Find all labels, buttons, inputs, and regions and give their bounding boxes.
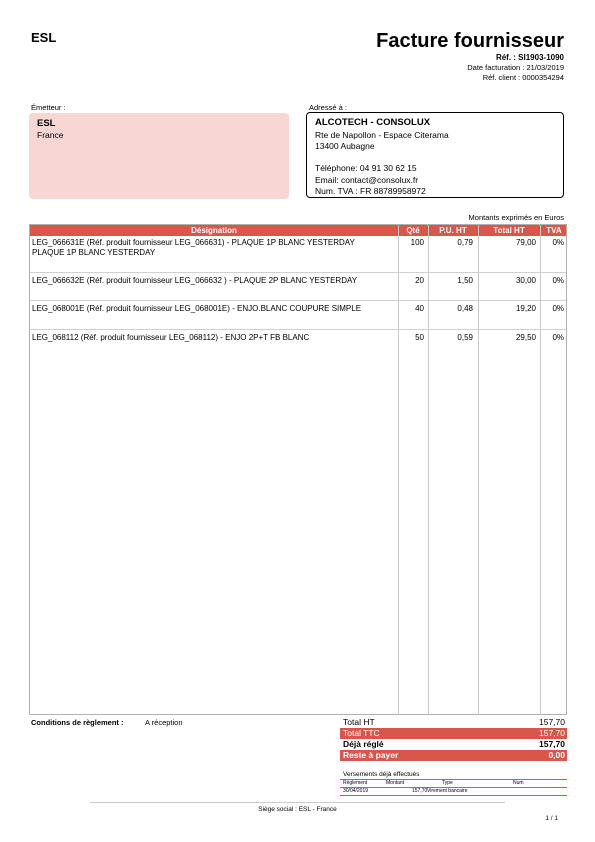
row-total-ht: 30,00 [515,276,536,285]
amounts-currency-note: Montants exprimés en Euros [468,213,564,222]
header-unit-price: P.U. HT [439,226,467,235]
payment-conditions-value: A réception [145,718,183,727]
total-ht-label: Total HT [343,717,375,727]
payment-conditions-label: Conditions de règlement : [31,718,124,727]
sender-name: ESL [37,118,56,129]
row-separator [30,329,566,330]
footer-registered-office: Siège social : ESL - France [258,806,337,813]
payment-date: 30/04/2019 [343,788,369,794]
recipient-email: Email: contact@consolux.fr [315,175,419,185]
row-total-ht: 19,20 [515,304,536,313]
row-unit-price: 0,48 [457,304,473,313]
recipient-name: ALCOTECH - CONSOLUX [315,117,431,128]
recipient-phone: Téléphone: 04 91 30 62 15 [315,163,417,173]
payments-header-num: Num [513,780,524,786]
payments-header-type: Type [442,780,453,786]
header-vat: TVA [546,226,562,235]
column-divider [428,225,429,714]
items-table [29,224,567,715]
total-ttc-row [340,728,567,739]
payments-header-amount: Montant [386,780,405,786]
sender-label: Émetteur : [31,103,66,112]
already-paid-row [340,739,567,750]
row-separator [30,300,566,301]
already-paid-value: 157,70 [539,739,565,749]
header-designation: Désignation [191,226,237,235]
recipient-address-line2: 13400 Aubagne [315,141,375,151]
row-vat: 0% [552,333,564,342]
row-qty: 100 [410,238,424,247]
row-qty: 40 [415,304,424,313]
total-ttc-value: 157,70 [539,728,565,738]
row-vat: 0% [552,304,564,313]
totals-block [340,717,567,761]
row-vat: 0% [552,276,564,285]
invoice-date: Date facturation : 21/03/2019 [467,63,564,72]
row-separator [30,272,566,273]
row-designation: LEG_066632E (Réf. produit fournisseur LEG_066632 ) - PLAQUE 2P BLANC YESTERDAY [32,276,358,285]
sender-box [29,113,289,199]
row-designation: LEG_068001E (Réf. produit fournisseur LEG_068001E) - ENJO.BLANC COUPURE SIMPLE [32,304,362,313]
column-divider [540,225,541,714]
payment-type: Virement bancaire [427,788,468,794]
remaining-due-row [340,750,567,761]
row-unit-price: 0,79 [457,238,473,247]
row-qty: 20 [415,276,424,285]
column-divider [398,225,399,714]
recipient-address-line1: Rte de Napollon - Espace Citerama [315,130,449,140]
total-ht-row [340,717,567,728]
document-reference-block [467,53,564,83]
total-ht-value: 157,70 [539,717,565,727]
payments-divider [340,779,567,780]
document-title: Facture fournisseur [376,30,564,52]
payments-header-date: Règlement [343,780,368,786]
footer-divider [90,802,505,803]
invoice-reference: Réf. : SI1903-1090 [495,53,564,62]
header-total-ht: Total HT [493,226,525,235]
payment-amount: 157,70 [412,788,428,794]
company-short-name: ESL [31,30,57,45]
sender-country: France [37,130,64,140]
total-ttc-label: Total TTC [343,728,380,738]
row-total-ht: 79,00 [515,238,536,247]
header-qty: Qté [406,226,420,235]
row-unit-price: 0,59 [457,333,473,342]
remaining-due-value: 0,00 [548,750,565,760]
row-qty: 50 [415,333,424,342]
row-designation-text: LEG_066631E (Réf. produit fournisseur LEG_066631) - PLAQUE 1P BLANC YESTERDAY [32,238,355,247]
row-designation-detail: PLAQUE 1P BLANC YESTERDAY [32,248,156,257]
already-paid-label: Déjà réglé [343,739,384,749]
recipient-box [306,112,564,198]
recipient-label: Adressé à : [309,103,347,112]
row-vat: 0% [552,238,564,247]
row-designation: LEG_068112 (Réf. produit fournisseur LEG_068112) - ENJO 2P+T FB BLANC [32,333,310,342]
payments-divider [340,795,567,796]
payments-title: Versements déjà effectués [343,771,420,778]
remaining-due-label: Reste à payer [343,750,399,760]
items-table-header [30,225,566,236]
row-unit-price: 1,50 [457,276,473,285]
page-number: 1 / 1 [545,815,558,822]
row-designation [32,238,392,258]
column-divider [478,225,479,714]
recipient-vat: Num. TVA : FR 88789958972 [315,186,426,196]
client-reference: Réf. client : 0000354294 [482,73,564,82]
row-total-ht: 29,50 [515,333,536,342]
